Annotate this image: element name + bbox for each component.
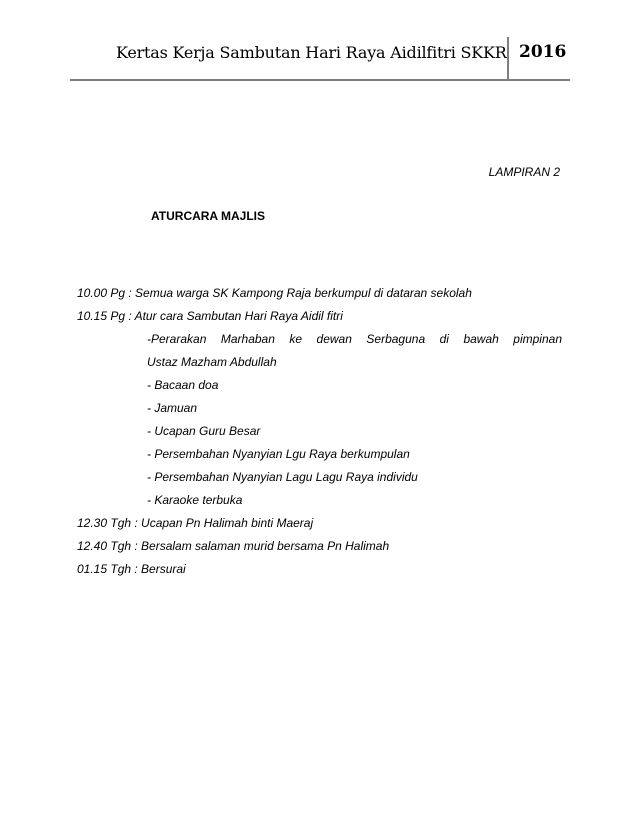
section-heading: ATURCARA MAJLIS	[151, 209, 265, 223]
agenda-subitem: - Persembahan Nyanyian Lagu Lagu Raya individu	[147, 470, 418, 484]
agenda-item: 12.30 Tgh : Ucapan Pn Halimah binti Maeraj	[77, 516, 314, 530]
agenda-subitem: - Ucapan Guru Besar	[147, 424, 261, 438]
page-header	[70, 37, 570, 81]
document-year: 2016	[519, 42, 567, 62]
agenda-subitem: - Karaoke terbuka	[147, 493, 243, 507]
agenda-subitem: - Jamuan	[147, 401, 198, 415]
agenda-subitem: - Bacaan doa	[147, 378, 219, 392]
appendix-label: LAMPIRAN 2	[488, 165, 560, 179]
agenda-item: 01.15 Tgh : Bersurai	[77, 562, 186, 576]
document-title: Kertas Kerja Sambutan Hari Raya Aidilfitri SKKR	[116, 43, 507, 62]
agenda-item: 10.00 Pg : Semua warga SK Kampong Raja berkumpul di dataran sekolah	[77, 286, 472, 300]
agenda-item: 10.15 Pg : Atur cara Sambutan Hari Raya Aidil fitri	[77, 309, 343, 323]
agenda-subitem: Ustaz Mazham Abdullah	[147, 355, 277, 369]
agenda-subitem: - Persembahan Nyanyian Lgu Raya berkumpulan	[147, 447, 410, 461]
agenda-list	[77, 282, 562, 581]
header-divider	[507, 37, 509, 79]
agenda-subitem: -Perarakan Marhaban ke dewan Serbaguna di bawah pimpinan	[147, 332, 562, 346]
agenda-item: 12.40 Tgh : Bersalam salaman murid bersama Pn Halimah	[77, 539, 390, 553]
